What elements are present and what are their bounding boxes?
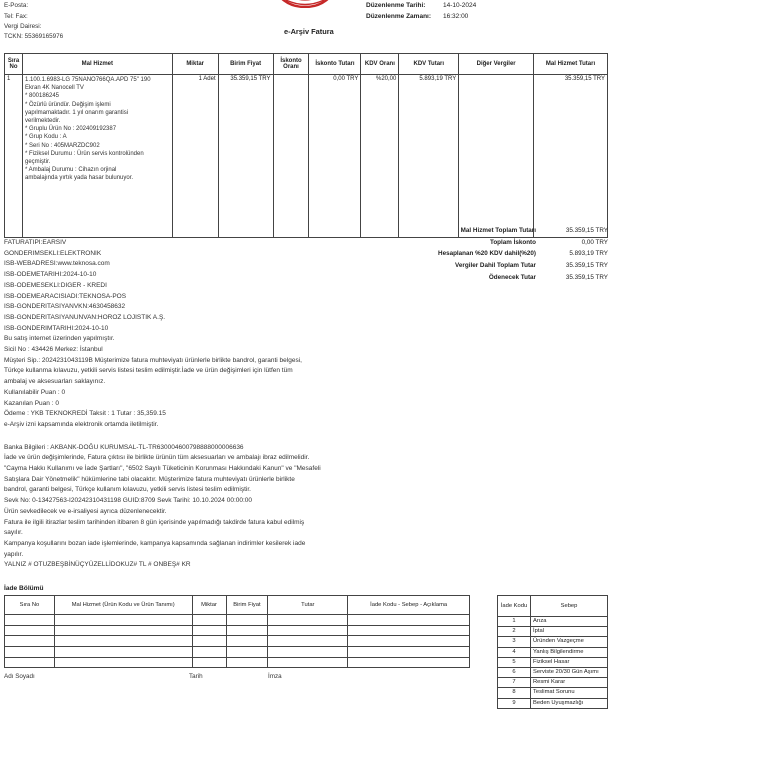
reason-code: 1 [498, 617, 531, 627]
row-description [22, 75, 172, 238]
invoice-notes [4, 238, 374, 571]
reason-row [498, 637, 608, 647]
note-line: Sevk No: 0-13427563-I20242310431198 GUID:8709 Sevk Tarihi: 10.10.2024 00:00:00 [4, 497, 253, 505]
note-line: Satışlara Dair Yönetmelik" hükümlerine tabi olacaktır. Müşterimize fatura muhteviyatı ürünlerle birlikte [4, 475, 295, 483]
invoice-items-table [4, 53, 608, 238]
note-line: ISB-ODEMETARIHI:2024-10-10 [4, 271, 97, 279]
total-row [420, 239, 610, 251]
reason-code: 2 [498, 627, 531, 637]
reason-row [498, 647, 608, 657]
note-line: GONDERIMSEKLI:ELEKTRONIK [4, 249, 102, 257]
seller-email-label: E-Posta: [4, 2, 29, 9]
note-line: ISB-WEBADRESI:www.teknosa.com [4, 260, 110, 268]
reason-text: Resmi Karar [531, 678, 608, 688]
signature-name-label: Adı Soyadı [4, 673, 35, 680]
total-row [420, 227, 610, 239]
reason-text: Fiziksel Hasar [531, 657, 608, 667]
reason-text: Üründen Vazgeçme [531, 637, 608, 647]
row-no: 1 [5, 75, 23, 238]
note-line: "Cayma Hakkı Kullanımı ve İade Şartları", "6502 Sayılı Tüketicinin Korunması Hakkındaki Kanun" ve "Mesafeli [4, 465, 321, 473]
total-value: 0,00 TRY [581, 238, 608, 246]
desc-line: * Gruplu Ürün No : 202409192387 [24, 126, 117, 133]
col-header-no: Sıra No [5, 54, 23, 75]
total-label: Hesaplanan %20 KDV dahil(%20) [438, 250, 536, 258]
note-line: ISB-GONDERIMTARIHI:2024-10-10 [4, 324, 109, 332]
return-empty-row[interactable] [5, 636, 470, 647]
reason-code: 9 [498, 698, 531, 708]
note-line: ambalaj ve aksesuarları saklayınız. [4, 378, 106, 386]
issue-date-value: 14-10-2024 [443, 2, 477, 9]
note-line: ISB-GONDERITASIYANUNVAN:HOROZ LOJISTIK A.Ş. [4, 313, 166, 321]
note-line: Kazanılan Puan : 0 [4, 399, 59, 407]
total-label: Vergiler Dahil Toplam Tutar [455, 262, 536, 270]
return-col-amount: Tutar [268, 596, 348, 615]
col-header-quantity: Miktar [172, 54, 218, 75]
row-total: 35.359,15 TRY [534, 75, 608, 238]
signature-date-label: Tarih [189, 673, 203, 680]
note-line: İade ve ürün değişimlerinde, Fatura çıktısı ile birlikte ürünün tüm aksesuarları ve ambalajı ibraz edilmelidir. [4, 454, 310, 462]
desc-line: yapılmamaktadır. 1 yıl onarım garantisi [24, 109, 129, 116]
col-header-discount-rate: İskonto Oranı [273, 54, 309, 75]
desc-line: Ekran 4K Nanocell TV [24, 85, 84, 92]
desc-line: * Seri No : 405MARZDC902 [24, 142, 100, 149]
note-line: YALNIZ # OTUZBEŞBİNÜÇYÜZELLİDOKUZ# TL # ONBEŞ# KR [4, 561, 191, 569]
return-header-row [5, 596, 470, 615]
col-header-vat-amount: KDV Tutarı [399, 54, 459, 75]
reason-code: 5 [498, 657, 531, 667]
row-discount-amount: 0,00 TRY [309, 75, 361, 238]
desc-line: * Grup Kodu : A [24, 134, 67, 141]
total-label: Toplam İskonto [489, 238, 536, 246]
note-line: Ürün sevkedilecek ve e-irsaliyesi ayrıca düzenlenecektir. [4, 507, 167, 515]
desc-line: ambalajında yırtık yada hasar bulunuyor. [24, 175, 134, 182]
reason-text: Teslimat Sorunu [531, 688, 608, 698]
return-reason-table [497, 595, 608, 709]
issue-time-label: Düzenlenme Zamanı: [366, 13, 432, 20]
col-header-item: Mal Hizmet [22, 54, 172, 75]
note-line: yapılır. [4, 550, 24, 558]
total-value: 5.893,19 TRY [569, 250, 608, 258]
row-quantity: 1 Adet [172, 75, 218, 238]
reason-header-row [498, 596, 608, 617]
col-header-other-taxes: Diğer Vergiler [459, 54, 534, 75]
total-row [420, 262, 610, 274]
note-line: Kampanya koşullarını bozan iade işlemlerinde, kampanya kapsamında sağlanan indirimler kesilerek iade [4, 539, 306, 547]
col-header-discount-amount: İskonto Tutarı [309, 54, 361, 75]
reason-row [498, 698, 608, 708]
row-discount-rate [273, 75, 309, 238]
note-line: Sicil No : 434426 Merkez: İstanbul [4, 346, 103, 354]
total-label: Mal Hizmet Toplam Tutarı [460, 227, 536, 234]
note-line: Müşteri Sip.: 2024231043119B Müşterimize fatura muhteviyatı ürünlerle birlikte bandrol, garanti belgesi, [4, 356, 302, 364]
total-value: 35.359,15 TRY [565, 273, 608, 281]
reason-col-code: İade Kodu [498, 596, 531, 617]
note-line: ISB-ODEMESEKLI:DIGER - KREDI [4, 281, 107, 289]
note-line: ISB-GONDERITASIYANVKN:4630458632 [4, 303, 126, 311]
note-line: sayılır. [4, 529, 23, 537]
row-vat-amount: 5.893,19 TRY [399, 75, 459, 238]
note-line: bandrol, garanti belgesi, Türkçe kullanım kılavuzu, yetkili servis listesi teslim edilmiştir. [4, 486, 251, 494]
reason-code: 6 [498, 667, 531, 677]
return-table [4, 595, 470, 668]
table-header-row [5, 54, 608, 75]
note-line: Fatura ile ilgili itirazlar teslim tarihinden itibaren 8 gün içerisinde yapılmadığı takdirde fatura kabul edilmiş [4, 518, 305, 526]
desc-line: * Fiziksel Durumu : Ürün servis kontrolünden [24, 150, 144, 157]
note-line: FATURATIPI:EARSIV [4, 239, 67, 246]
table-row [5, 75, 608, 238]
reason-row [498, 667, 608, 677]
return-col-reason: İade Kodu - Sebep - Açıklama [348, 596, 470, 615]
desc-line: * Özürlü üründür. Değişim işlemi [24, 101, 111, 108]
return-section-title: İade Bölümü [4, 585, 44, 592]
reason-text: İptal [531, 627, 608, 637]
reason-row [498, 617, 608, 627]
total-row [420, 250, 610, 262]
totals-block [420, 227, 610, 285]
row-vat-rate: %20,00 [361, 75, 399, 238]
reason-row [498, 678, 608, 688]
seller-tax-office-label: Vergi Dairesi: [4, 23, 42, 30]
reason-row [498, 657, 608, 667]
return-col-unit-price: Birim Fiyat [226, 596, 268, 615]
col-header-vat-rate: KDV Oranı [361, 54, 399, 75]
reason-text: Arıza [531, 617, 608, 627]
note-line: ISB-ODEMEARACISIADI:TEKNOSA-POS [4, 292, 127, 300]
reason-col-reason: Sebep [531, 596, 608, 617]
reason-text: Serviste 20/30 Gün Aşımı [531, 667, 608, 677]
reason-row [498, 688, 608, 698]
document-title: e-Arşiv Fatura [284, 27, 334, 36]
note-line: Banka Bilgileri : AKBANK-DOĞU KURUMSAL-TL-TR630004600798888000006636 [4, 443, 244, 451]
total-value: 35.359,15 TRY [565, 262, 608, 270]
return-col-item: Mal Hizmet (Ürün Kodu ve Ürün Tanımı) [54, 596, 192, 615]
return-col-quantity: Miktar [192, 596, 226, 615]
reason-text: Yanlış Bilgilendirme [531, 647, 608, 657]
reason-code: 4 [498, 647, 531, 657]
notes-spacer [4, 431, 374, 443]
return-empty-row[interactable] [5, 625, 470, 636]
desc-line: * Ambalaj Durumu : Cihazın orjinal [24, 167, 117, 174]
return-empty-row[interactable] [5, 647, 470, 658]
issue-date-label: Düzenlenme Tarihi: [366, 2, 426, 9]
return-empty-row[interactable] [5, 657, 470, 668]
seller-tckn: TCKN: 55369165976 [4, 33, 64, 40]
gib-seal-logo [272, 0, 338, 8]
col-header-total: Mal Hizmet Tutarı [534, 54, 608, 75]
return-col-no: Sıra No [5, 596, 55, 615]
note-line: e-Arşiv izni kapsamında elektronik ortamda iletilmiştir. [4, 420, 159, 428]
note-line: Türkçe kullanma kılavuzu, yetkili servis listesi teslim edilmiştir.İade ve ürün değişimleri için lütfen tüm [4, 367, 293, 375]
total-row [420, 274, 610, 286]
col-header-unit-price: Birim Fiyat [218, 54, 273, 75]
row-other-taxes [459, 75, 534, 238]
issue-time-value: 16:32:00 [443, 13, 469, 20]
desc-line: verilmektedir. [24, 118, 61, 125]
note-line: Bu satış internet üzerinden yapılmıştır. [4, 335, 115, 343]
total-value: 35.359,15 TRY [565, 227, 608, 234]
signature-sign-label: İmza [268, 673, 282, 680]
reason-code: 7 [498, 678, 531, 688]
reason-code: 3 [498, 637, 531, 647]
seller-phone-label: Tel: Fax: [4, 13, 28, 20]
total-label: Ödenecek Tutar [488, 273, 536, 281]
reason-row [498, 627, 608, 637]
note-line: Kullanılabilir Puan : 0 [4, 388, 66, 396]
desc-line: geçmiştir. [24, 159, 51, 166]
note-line: Ödeme : YKB TEKNOKREDİ Taksit : 1 Tutar : 35,359.15 [4, 410, 166, 418]
reason-text: Beden Uyuşmazlığı [531, 698, 608, 708]
return-empty-row[interactable] [5, 615, 470, 626]
desc-line: * 800186245 [24, 93, 60, 100]
reason-code: 8 [498, 688, 531, 698]
row-unit-price: 35.359,15 TRY [218, 75, 273, 238]
desc-line: 1.100.1.6983-LG 75NANO766QA.APD 75" 190 [24, 77, 151, 83]
